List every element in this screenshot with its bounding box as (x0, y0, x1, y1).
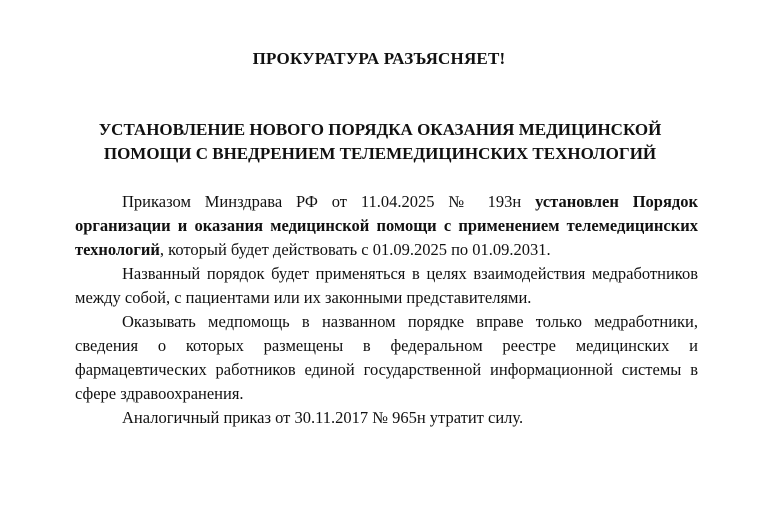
paragraph-1-intro: Приказом Минздрава РФ от 11.04.2025 № 193н (122, 192, 536, 211)
paragraph-4: Аналогичный приказ от 30.11.2017 № 965н утратит силу. (122, 408, 524, 427)
paragraph-1-tail: , который будет действовать с 01.09.2025 по 01.09.2031. (159, 240, 551, 259)
document-body (75, 190, 698, 430)
paragraph-1-emphasis: установлен Порядок организации и оказания медицинской помощи с применением телемедицинских технологий (75, 192, 698, 259)
paragraph-1 (75, 190, 698, 262)
document-header: ПРОКУРАТУРА РАЗЪЯСНЯЕТ! (252, 49, 506, 68)
title-line-1: УСТАНОВЛЕНИЕ НОВОГО ПОРЯДКА ОКАЗАНИЯ МЕДИЦИНСКОЙ (98, 120, 662, 139)
document-title (60, 118, 700, 166)
paragraph-2: Названный порядок будет применяться в целях взаимодействия медработников между собой, с пациентами или их законными представителями. (75, 264, 698, 307)
title-line-2: ПОМОЩИ С ВНЕДРЕНИЕМ ТЕЛЕМЕДИЦИНСКИХ ТЕХНОЛОГИЙ (103, 144, 657, 163)
paragraph-3: Оказывать медпомощь в названном порядке вправе только медработники, сведения о которых размещены в федеральном реестре медицинских и фармацевтических работников единой государственной информационной системы в сфере здравоохранения. (75, 312, 698, 403)
